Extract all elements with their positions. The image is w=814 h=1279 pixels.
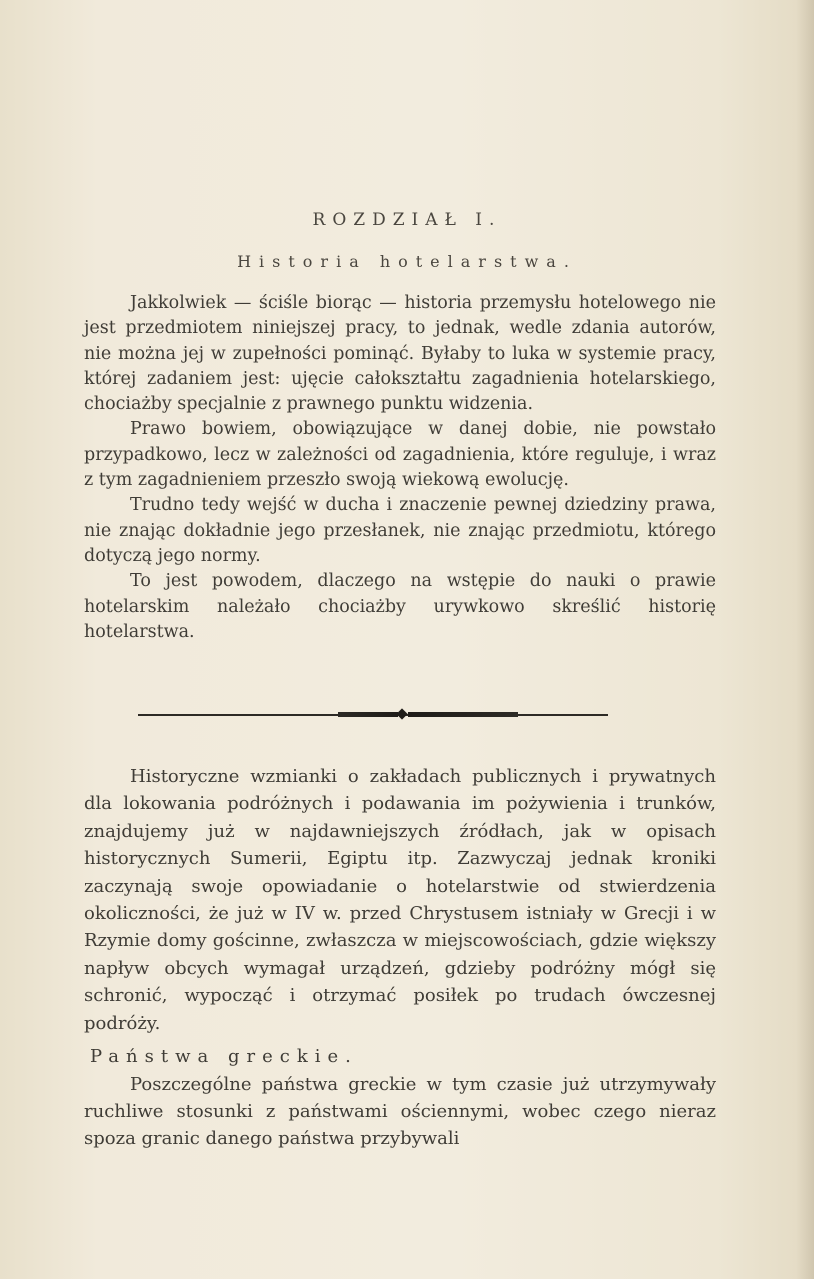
main-text — [84, 763, 716, 1037]
paragraph: To jest powodem, dlaczego na wstępie do nauki o prawie hotelarskim należało chociażby urywkowo skreślić historię hotelarstwa. — [84, 571, 716, 642]
subsection-text — [84, 1071, 716, 1152]
subsection-heading: Państwa greckie. — [90, 1046, 358, 1067]
divider-bar-right — [408, 712, 518, 717]
paragraph: Prawo bowiem, obowiązujące w danej dobie, nie powstało przypadkowo, lecz w zależności od zagadnienia, które reguluje, i wraz z tym zagadnieniem przeszło swoją wiekową ewolucję. — [84, 419, 716, 491]
ornamental-divider — [138, 710, 608, 720]
divider-bar-left — [338, 712, 398, 717]
paragraph: Poszczególne państwa greckie w tym czasie już utrzymywały ruchliwe stosunki z państwami ościennymi, wobec czego nieraz spoza granic danego państwa przybywali — [84, 1074, 716, 1149]
chapter-title: ROZDZIAŁ I. — [312, 210, 502, 230]
section-title: Historia hotelarstwa. — [237, 252, 577, 271]
intro-text — [84, 291, 716, 645]
divider-diamond-icon — [396, 708, 407, 719]
paragraph: Historyczne wzmianki o zakładach publicznych i prywatnych dla lokowania podróżnych i podawania im pożywienia i trunków, znajdujemy już w najdawniejszych źródłach, jak w opisach historycznych Sumerii, Egiptu itp. Zazwyczaj jednak kroniki zaczynają swoje opowiadanie o hotelarstwie od stwierdzenia okoliczności, że już w IV w. przed Chrystusem istniały w Grecji i w Rzymie domy gościnne, zwłaszcza w miejscowościach, gdzie większy napływ obcych wymagał urządzeń, gdzieby podróżny mógł się schronić, wypocząć i otrzymać posiłek po trudach ówczesnej podróży. — [84, 766, 716, 1034]
paragraph: Jakkolwiek — ściśle biorąc — historia przemysłu hotelowego nie jest przedmiotem niniejszej pracy, to jednak, wedle zdania autorów, nie można jej w zupełności pominąć. Byłaby to luka w systemie pracy, której zadaniem jest: ujęcie całokształtu zagadnienia hotelarskiego, chociażby specjalnie z prawnego punktu widzenia. — [84, 293, 716, 415]
paragraph: Trudno tedy wejść w ducha i znaczenie pewnej dziedziny prawa, nie znając dokładnie jego przesłanek, nie znając przedmiotu, którego dotyczą jego normy. — [84, 495, 716, 566]
